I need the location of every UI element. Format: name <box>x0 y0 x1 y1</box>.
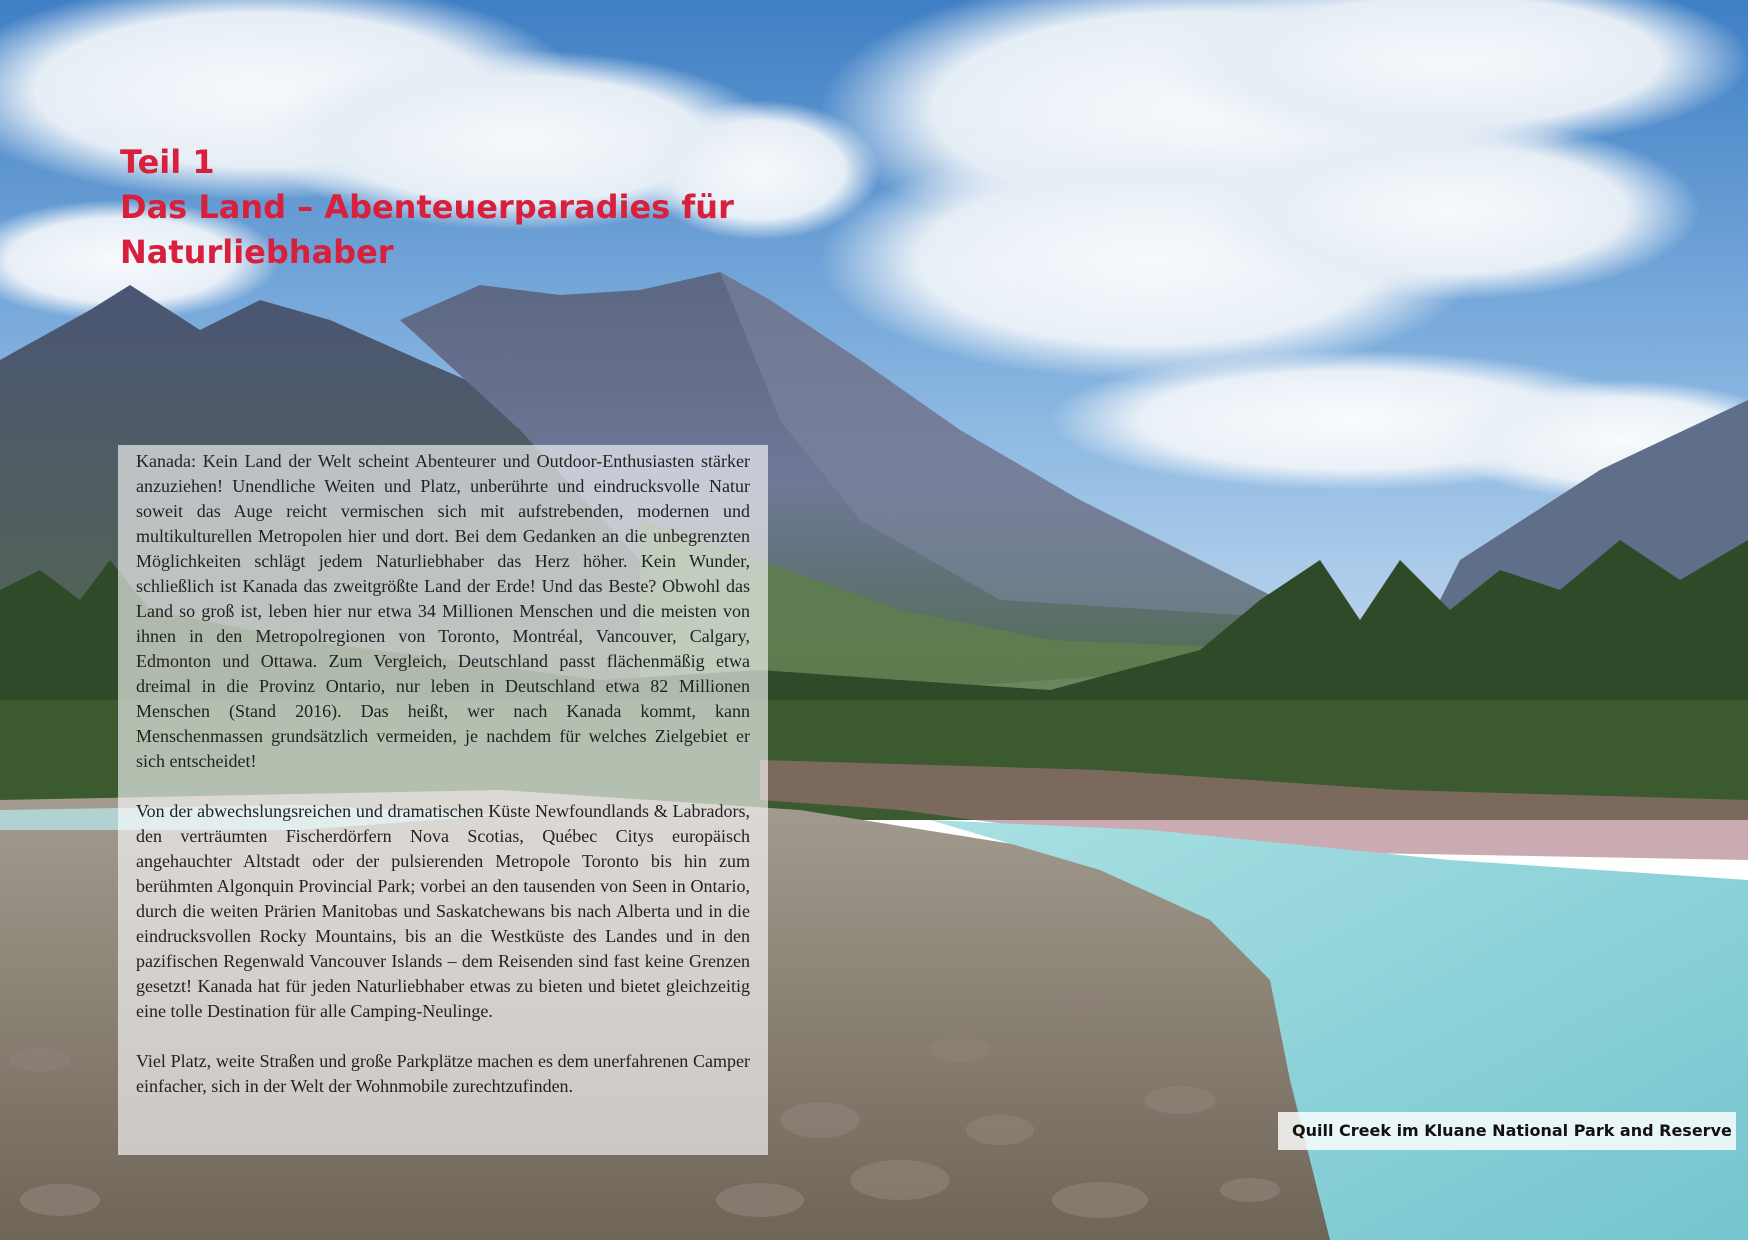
chapter-title-line-1: Das Land – Abenteuerparadies für <box>120 188 734 226</box>
photo-caption: Quill Creek im Kluane National Park and Reserve <box>1278 1112 1736 1150</box>
body-paragraph: Kanada: Kein Land der Welt scheint Abenteurer und Outdoor-Enthusiasten stärker anzuziehen! Unendliche Weiten und Platz, unberührte und eindrucksvolle Natur soweit das Auge reicht vermischen sich mit aufstrebenden, modernen und multikulturellen Metropolen hier und dort. Bei dem Gedanken an die unbegrenzten Möglichkeiten schlägt jedem Naturliebhaber das Herz höher. Kein Wunder, schließlich ist Kanada das zweitgrößte Land der Erde! Und das Beste? Obwohl das Land so groß ist, leben hier nur etwa 34 Millionen Menschen und die meisten von ihnen in den Metropolregionen von Toronto, Montréal, Vancouver, Calgary, Edmonton und Ottawa. Zum Vergleich, Deutschland passt flächenmäßig etwa dreimal in die Provinz Ontario, nur leben in Deutschland etwa 82 Millionen Menschen (Stand 2016). Das heißt, wer nach Kanada kommt, kann Menschenmassen grundsätzlich vermeiden, je nachdem für welches Zielgebiet er sich entscheidet! <box>136 451 750 771</box>
body-paragraph: Von der abwechslungsreichen und dramatischen Küste Newfoundlands & Labradors, den verträumten Fischerdörfern Nova Scotias, Québec Citys europäisch angehauchter Altstadt oder der pulsierenden Metropole Toronto bis hin zum berühmten Algonquin Provincial Park; vorbei an den tausenden von Seen in Ontario, durch die weiten Prärien Manitobas und Saskatchewans bis nach Alberta und in die eindrucksvollen Rocky Mountains, bis an die Westküste des Landes und in den pazifischen Regenwald Vancouver Islands – dem Reisenden sind fast keine Grenzen gesetzt! Kanada hat für jeden Naturliebhaber etwas zu bieten und bietet gleichzeitig eine tolle Destination für alle Camping-Neulinge. <box>136 801 750 1021</box>
chapter-title-line-2: Naturliebhaber <box>120 233 394 271</box>
body-text-box <box>118 445 768 1155</box>
chapter-heading <box>120 140 820 275</box>
chapter-number: Teil 1 <box>120 143 215 181</box>
body-paragraph: Viel Platz, weite Straßen und große Parkplätze machen es dem unerfahrenen Camper einfacher, sich in der Welt der Wohnmobile zurechtzufinden. <box>136 1051 750 1096</box>
